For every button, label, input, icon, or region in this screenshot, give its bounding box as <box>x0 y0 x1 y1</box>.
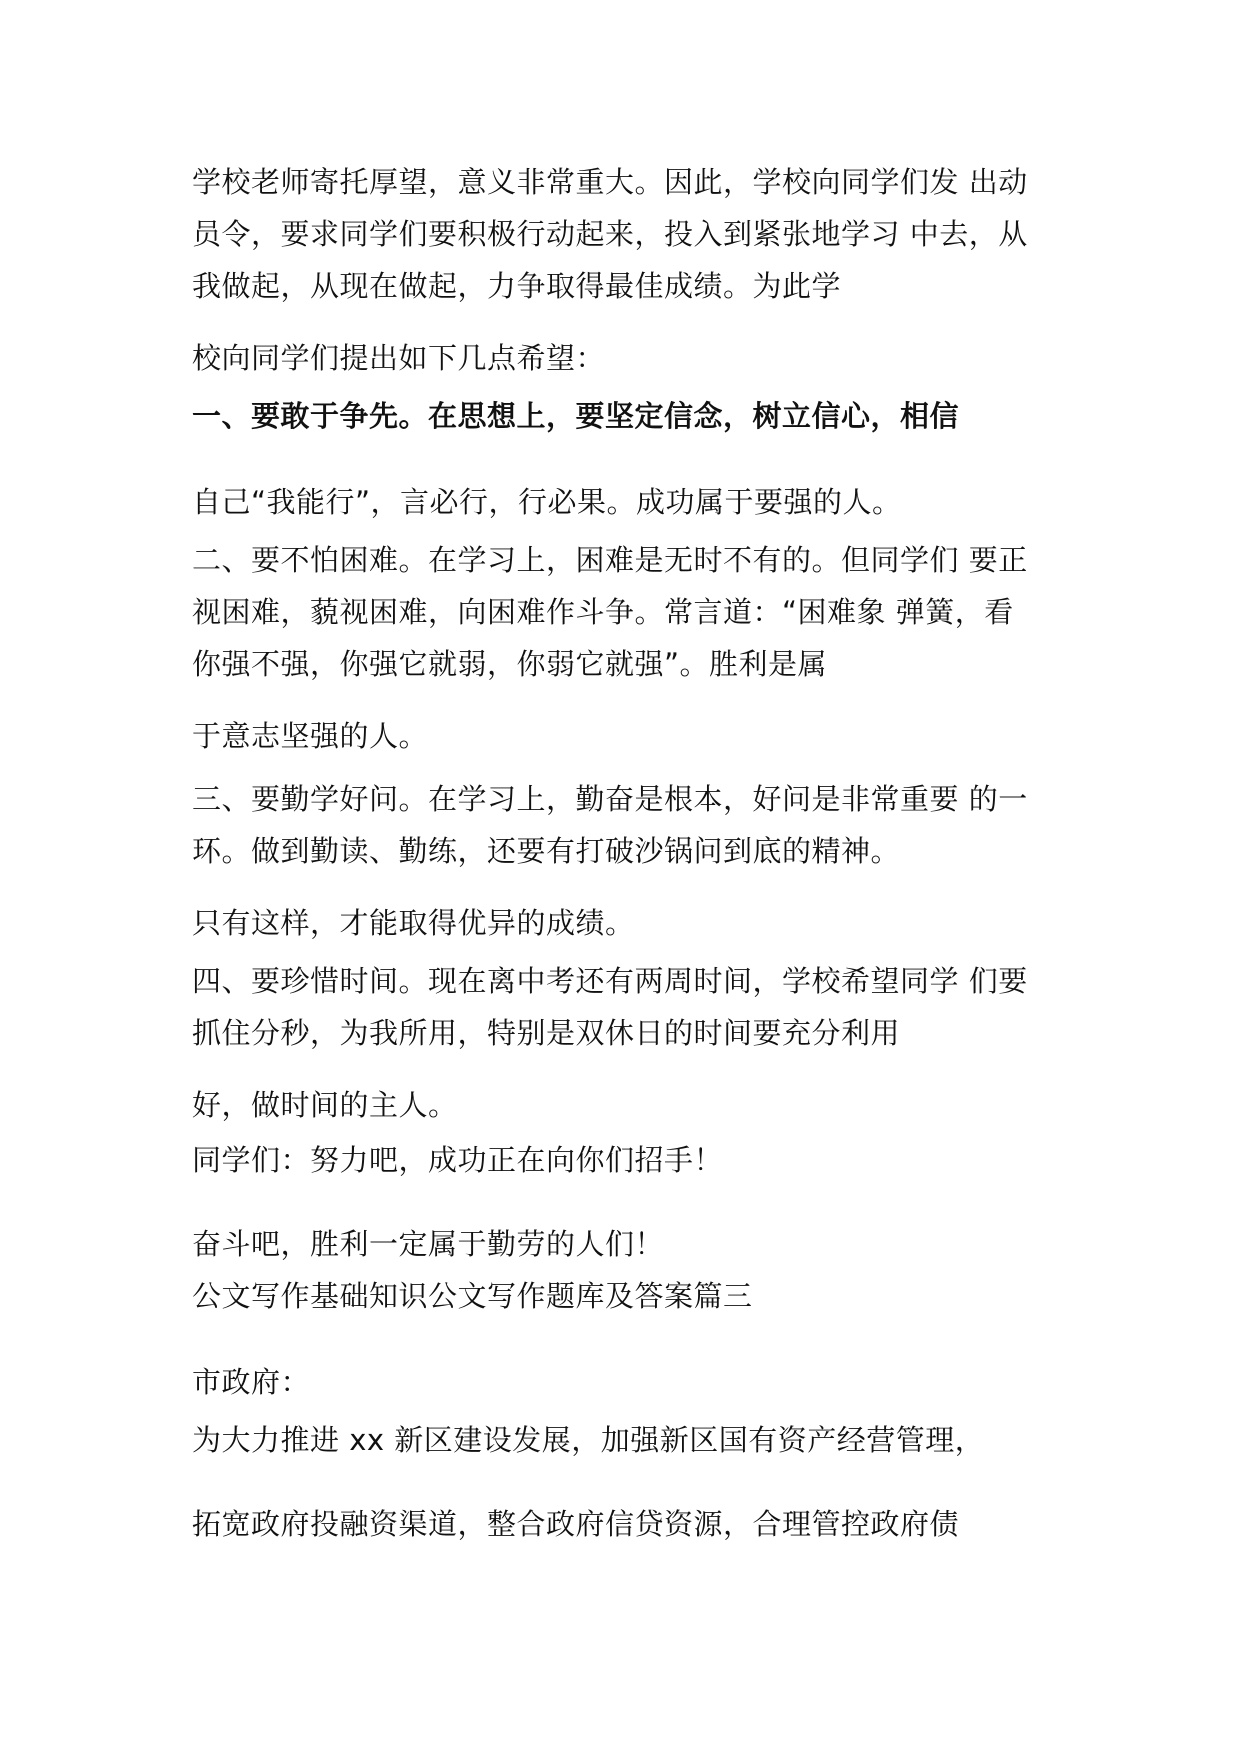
paragraph-line: 为大力推进 xx 新区建设发展，加强新区国有资产经营管理， <box>192 1423 985 1457</box>
paragraph-line: 好，做时间的主人。 <box>192 1088 458 1122</box>
paragraph-line: 四、要珍惜时间。现在离中考还有两周时间，学校希望同学 们要 <box>192 964 1028 998</box>
paragraph-line: 自己“我能行”，言必行，行必果。成功属于要强的人。 <box>192 485 902 519</box>
paragraph-line: 学校老师寄托厚望，意义非常重大。因此，学校向同学们发 出动 <box>192 165 1028 199</box>
paragraph-line: 你强不强，你强它就弱，你弱它就强”。胜利是属 <box>192 647 828 681</box>
salutation-line: 市政府： <box>192 1365 311 1399</box>
paragraph-line: 员令，要求同学们要积极行动起来，投入到紧张地学习 中去，从 <box>192 217 1028 251</box>
paragraph-line: 抓住分秒，为我所用，特别是双休日的时间要充分利用 <box>192 1016 901 1050</box>
paragraph-line: 校向同学们提出如下几点希望： <box>192 341 606 375</box>
paragraph-line: 三、要勤学好问。在学习上，勤奋是根本，好问是非常重要 的一 <box>192 782 1028 816</box>
paragraph-line: 于意志坚强的人。 <box>192 719 429 753</box>
paragraph-line: 二、要不怕困难。在学习上，困难是无时不有的。但同学们 要正 <box>192 543 1028 577</box>
paragraph-line: 拓宽政府投融资渠道，整合政府信贷资源，合理管控政府债 <box>192 1507 960 1541</box>
paragraph-line: 视困难，藐视困难，向困难作斗争。常言道：“困难象 弹簧，看 <box>192 595 1014 629</box>
paragraph-line: 环。做到勤读、勤练，还要有打破沙锅问到底的精神。 <box>192 834 901 868</box>
paragraph-line: 一、要敢于争先。在思想上，要坚定信念，树立信心，相信 <box>192 399 960 433</box>
paragraph-line: 我做起，从现在做起，力争取得最佳成绩。为此学 <box>192 269 842 303</box>
section-heading: 公文写作基础知识公文写作题库及答案篇三 <box>192 1279 753 1313</box>
paragraph-line: 奋斗吧，胜利一定属于勤劳的人们！ <box>192 1227 665 1261</box>
paragraph-line: 同学们：努力吧，成功正在向你们招手！ <box>192 1143 724 1177</box>
paragraph-line: 只有这样，才能取得优异的成绩。 <box>192 906 635 940</box>
